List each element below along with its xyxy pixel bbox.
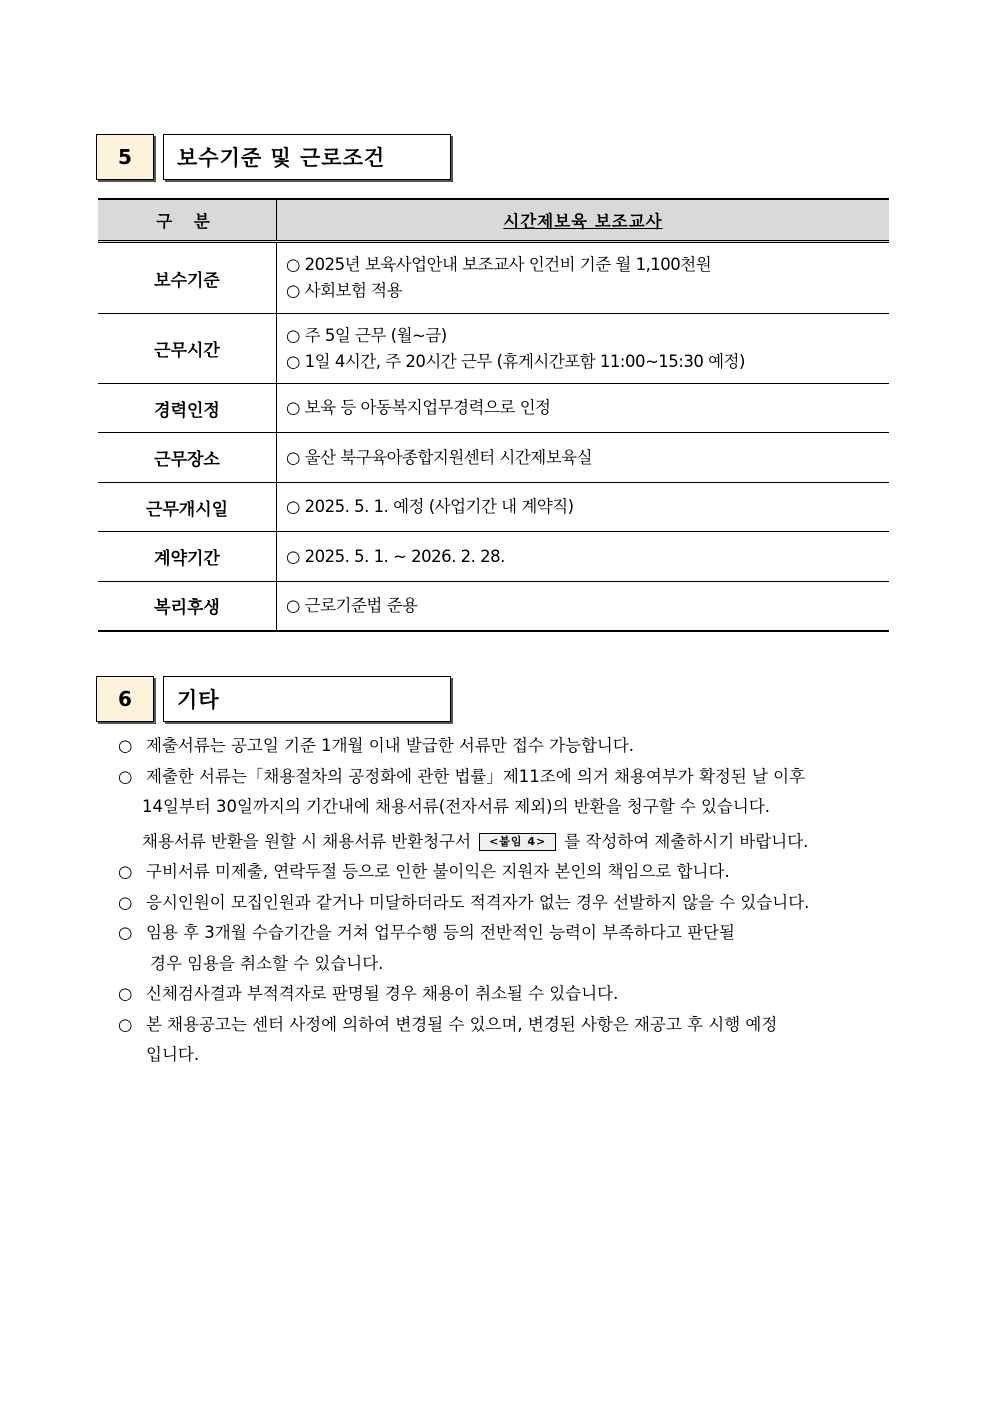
table-row bbox=[98, 242, 889, 314]
circle-bullet-icon: ○ bbox=[118, 766, 133, 786]
row-line: ○ 주 5일 근무 (월~금) bbox=[286, 325, 447, 345]
note-text: 경우 임용을 취소할 수 있습니다. bbox=[150, 953, 384, 973]
attachment-badge: <붙임 4> bbox=[479, 833, 556, 851]
row-label: 근무개시일 bbox=[98, 483, 277, 532]
row-value bbox=[277, 532, 890, 582]
list-item bbox=[118, 888, 898, 919]
row-line: ○ 2025년 보육사업안내 보조교사 인건비 기준 월 1,100천원 bbox=[286, 255, 712, 274]
circle-bullet-icon: ○ bbox=[118, 984, 133, 1003]
table-row bbox=[98, 582, 889, 631]
row-label: 보수기준 bbox=[98, 242, 277, 314]
section-title: 보수기준 및 근로조건 bbox=[163, 134, 451, 180]
row-line: ○ 사회보험 적용 bbox=[286, 281, 403, 300]
note-text: 채용서류 반환을 원할 시 채용서류 반환청구서 bbox=[142, 831, 472, 851]
table-row bbox=[98, 314, 889, 384]
list-item bbox=[118, 979, 898, 1010]
header-category: 구 분 bbox=[98, 199, 277, 242]
working-conditions-table bbox=[98, 198, 889, 632]
table-row bbox=[98, 433, 889, 483]
list-item bbox=[118, 918, 898, 979]
row-label: 경력인정 bbox=[98, 384, 277, 433]
notes-list bbox=[118, 731, 898, 1071]
row-label: 계약기간 bbox=[98, 532, 277, 582]
list-item bbox=[118, 731, 898, 762]
section-number: 5 bbox=[96, 134, 154, 180]
row-line: ○ 보육 등 아동복지업무경력으로 인정 bbox=[286, 398, 551, 417]
note-text: 신체검사결과 부적격자로 판명될 경우 채용이 취소될 수 있습니다. bbox=[146, 984, 619, 1003]
row-value bbox=[277, 433, 890, 483]
row-value bbox=[277, 314, 890, 384]
circle-bullet-icon: ○ bbox=[118, 892, 133, 912]
circle-bullet-icon: ○ bbox=[118, 1014, 133, 1034]
note-text: 입니다. bbox=[146, 1045, 200, 1064]
circle-bullet-icon: ○ bbox=[118, 862, 133, 881]
row-line: ○ 울산 북구육아종합지원센터 시간제보육실 bbox=[286, 447, 593, 467]
note-text: 를 작성하여 제출하시기 바랍니다. bbox=[564, 831, 809, 851]
row-value bbox=[277, 384, 890, 433]
row-value bbox=[277, 483, 890, 532]
note-text: 응시인원이 모집인원과 같거나 미달하더라도 적격자가 없는 경우 선발하지 않을 수 있습니다. bbox=[146, 892, 810, 912]
note-text: 임용 후 3개월 수습기간을 거쳐 업무수행 등의 전반적인 능력이 부족하다고 판단될 bbox=[146, 923, 735, 942]
row-line: ○ 2025. 5. 1. ~ 2026. 2. 28. bbox=[286, 546, 505, 566]
circle-bullet-icon: ○ bbox=[118, 736, 133, 755]
list-item bbox=[118, 1010, 898, 1071]
note-text: 제출서류는 공고일 기준 1개월 이내 발급한 서류만 접수 가능합니다. bbox=[146, 736, 635, 755]
note-text: 본 채용공고는 센터 사정에 의하여 변경될 수 있으며, 변경된 사항은 재공고 후 시행 예정 bbox=[146, 1014, 778, 1034]
list-item bbox=[118, 857, 898, 888]
circle-bullet-icon: ○ bbox=[118, 923, 133, 942]
table-header-row bbox=[98, 199, 889, 242]
table-row bbox=[98, 532, 889, 582]
row-label: 복리후생 bbox=[98, 582, 277, 631]
section-title: 기타 bbox=[163, 676, 451, 722]
note-text-line bbox=[142, 827, 898, 858]
list-item bbox=[118, 762, 898, 858]
table-row bbox=[98, 384, 889, 433]
row-value bbox=[277, 242, 890, 314]
row-line: ○ 2025. 5. 1. 예정 (사업기간 내 계약직) bbox=[286, 497, 574, 516]
row-line: ○ 근로기준법 준용 bbox=[286, 595, 418, 615]
row-label: 근무장소 bbox=[98, 433, 277, 483]
row-value bbox=[277, 582, 890, 631]
section-number: 6 bbox=[96, 676, 154, 722]
table-row bbox=[98, 483, 889, 532]
header-position bbox=[277, 199, 890, 242]
note-text: 제출한 서류는「채용절차의 공정화에 관한 법률」제11조에 의거 채용여부가 확정된 날 이후 bbox=[146, 766, 806, 786]
header-position-label: 시간제보육 보조교사 bbox=[503, 212, 663, 231]
note-text: 구비서류 미제출, 연락두절 등으로 인한 불이익은 지원자 본인의 책임으로 합니다. bbox=[146, 862, 730, 881]
note-text: 14일부터 30일까지의 기간내에 채용서류(전자서류 제외)의 반환을 청구할 수 있습니다. bbox=[142, 797, 771, 816]
row-label: 근무시간 bbox=[98, 314, 277, 384]
row-line: ○ 1일 4시간, 주 20시간 근무 (휴게시간포함 11:00~15:30 예정) bbox=[286, 351, 745, 371]
